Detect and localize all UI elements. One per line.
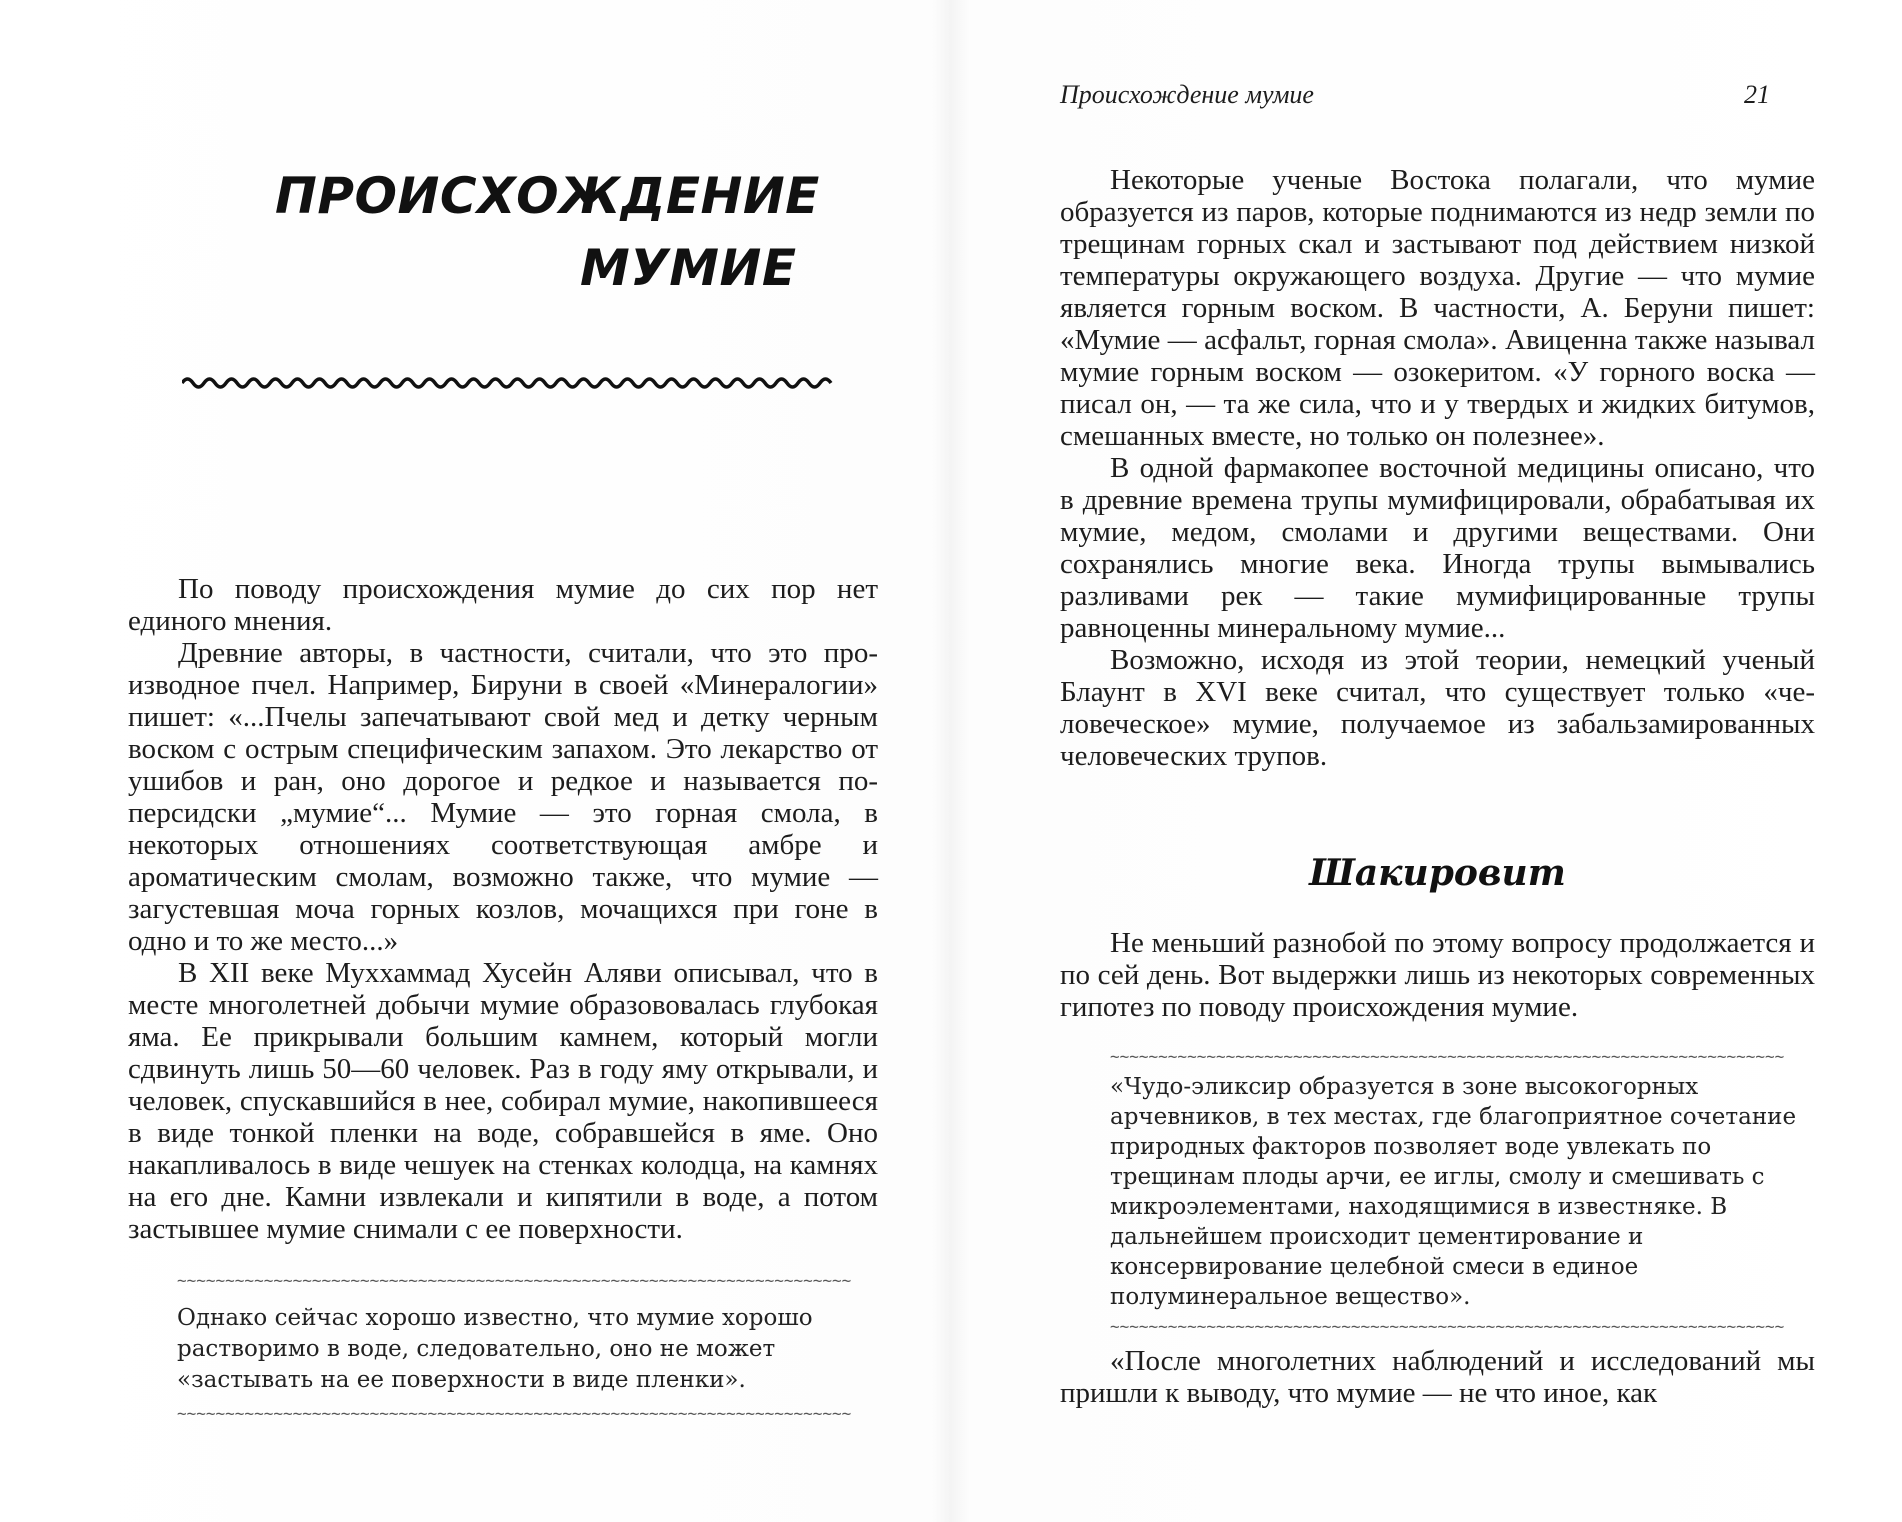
right-paragraph-2: В одной фармакопее восточной медицины описано, что в древние времена трупы мумифицировали, обрабатывая их мумие, медом, смолами и другими веществами. Они сохранялись многие века. Иногда трупы вымывались разливами рек — такие мумифицированные трупы равноценны минеральному мумие... — [1060, 452, 1815, 644]
page-number: 21 — [1744, 80, 1770, 109]
quote-rule-bottom: ~~~~~~~~~~~~~~~~~~~~~~~~~~~~~~~~~~~~~~~~~~~~~~~~~~~~~~~~~~~~~~~~~~~~~~ — [177, 1405, 852, 1423]
left-body-text — [128, 573, 878, 1245]
right-body-text — [1060, 164, 1815, 772]
section-paragraph: Не меньший разнобой по этому вопросу продолжается и по сей день. Вот выдержки лишь из некоторых современных гипотез по поводу происхождения мумие. — [1060, 927, 1815, 1023]
running-head-title: Происхождение мумие — [1060, 80, 1314, 109]
left-paragraph-2: Древние авторы, в частности, считали, что это производное пчел. Например, Бируни в своей «Минералогии» пишет: «...Пчелы запечатывают свой мед и детку черным воском с острым специфическим запахом. Это лекарство от ушибов и ран, оно дорогое и редкое и называется по-персидски „мумие“... Мумие — это горная смола, в некоторых отношениях соответствующая амбре и ароматическим смолам, возможно также, что мумие — загустевшая моча горных козлов, мочащихся при гоне в одно и то же место...» — [128, 637, 878, 957]
left-quote-text: Однако сейчас хорошо известно, что мумие хорошо растворимо в воде, следовательно, оно не может «застывать на ее поверхности в виде пленки». — [177, 1305, 813, 1393]
left-page — [125, 0, 885, 1522]
section-heading: Шакировит — [1309, 852, 1566, 894]
right-paragraph-1: Некоторые ученые Востока полагали, что мумие образуется из паров, которые поднимаются из недр земли по трещинам горных скал и застывают под действием низкой температуры окружающего воздуха. Другие — что мумие является горным воском. В частности, А. Беруни пишет: «Мумие — асфальт, горная смола». Авиценна также называл мумие горным воском — озокеритом. «У горного воска — писал он, — та же сила, что и у твердых и жидких битумов, смешанных вместе, но только он полезнее». — [1060, 164, 1815, 452]
quote-rule-top: ~~~~~~~~~~~~~~~~~~~~~~~~~~~~~~~~~~~~~~~~~~~~~~~~~~~~~~~~~~~~~~~~~~~~~~ — [1110, 1048, 1785, 1066]
chapter-title-line1: ПРОИСХОЖДЕНИЕ — [275, 167, 820, 225]
quote-rule-top: ~~~~~~~~~~~~~~~~~~~~~~~~~~~~~~~~~~~~~~~~~~~~~~~~~~~~~~~~~~~~~~~~~~~~~~ — [177, 1272, 852, 1290]
section-body-text — [1060, 927, 1815, 1023]
right-paragraph-3: Возможно, исходя из этой теории, немецкий ученый Блаунт в XVI веке считал, что существует только «человеческое» мумие, получаемое из забальзамированных человеческих трупов. — [1060, 644, 1815, 772]
chapter-title — [275, 160, 835, 304]
closing-body-text — [1060, 1345, 1815, 1409]
wave-ornament-divider — [182, 368, 837, 398]
chapter-title-line2: МУМИЕ — [580, 239, 797, 297]
quote-rule-bottom: ~~~~~~~~~~~~~~~~~~~~~~~~~~~~~~~~~~~~~~~~~~~~~~~~~~~~~~~~~~~~~~~~~~~~~~ — [1110, 1318, 1785, 1336]
wave-ornament-path — [182, 379, 831, 387]
right-page — [1060, 0, 1820, 1522]
left-paragraph-3: В XII веке Муххаммад Хусейн Аляви описывал, что в месте многолетней добычи мумие образововалась глубокая яма. Ее прикрывали большим камнем, который могли сдвинуть лишь 50—60 человек. Раз в году яму открывали, и человек, спускавшийся в нее, собирал мумие, накопившееся в виде тонкой пленки на воде, собравшейся в яме. Оно накапливалось в виде чешуек на стенках колодца, на камнях на его дне. Камни извлекали и кипятили в воде, а потом застывшее мумие снимали с ее поверхности. — [128, 957, 878, 1245]
closing-paragraph: «После многолетних наблюдений и исследований мы пришли к выводу, что мумие — не что иное, как — [1060, 1345, 1815, 1409]
right-quote-text: «Чудо-эликсир образуется в зоне высокогорных арчевников, в тех местах, где благоприятное сочетание природных факторов позволяет воде увлекать по трещинам плоды арчи, ее иглы, смолу и смешивать с микроэлементами, находящимися в известняке. В дальнейшем происходит цементирование и консервирование целебной смеси в единое полуминеральное вещество». — [1110, 1074, 1797, 1310]
left-paragraph-1: По поводу происхождения мумие до сих пор нет единого мнения. — [128, 573, 878, 637]
